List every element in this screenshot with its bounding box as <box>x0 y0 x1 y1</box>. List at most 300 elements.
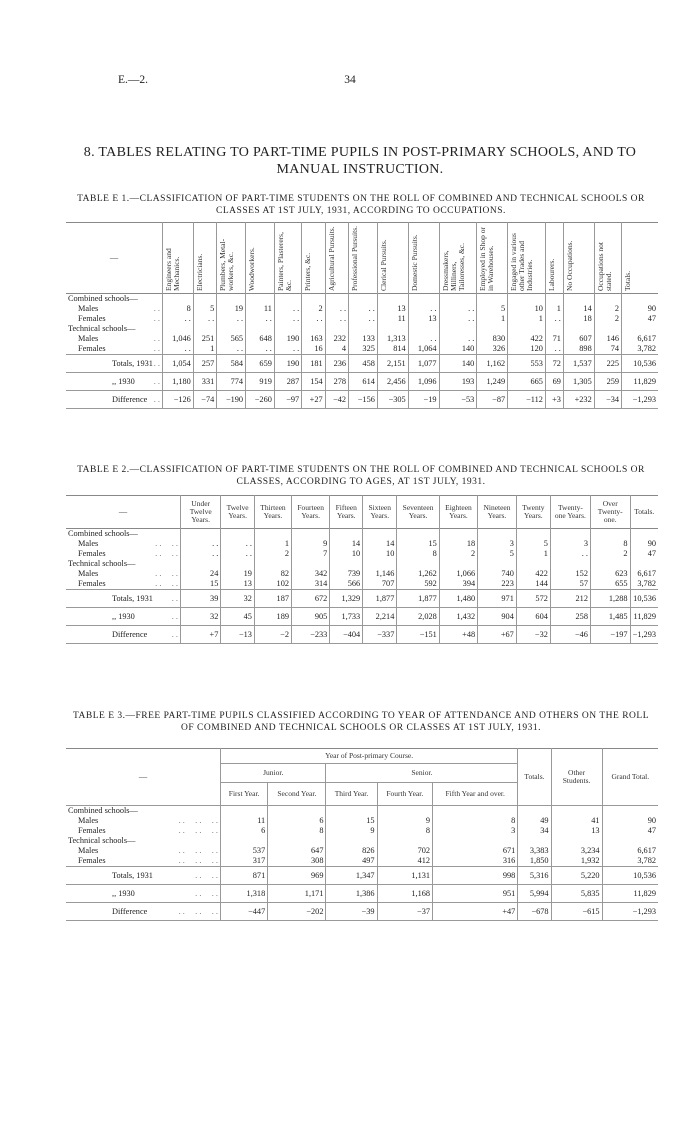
table-cell: . . <box>246 314 275 324</box>
row-label <box>66 391 163 409</box>
table-cell: 1,171 <box>268 885 326 903</box>
table-cell: 34 <box>518 826 551 836</box>
table-cell: 287 <box>274 373 301 391</box>
table-cell: . . <box>349 304 378 314</box>
row-label <box>66 608 181 626</box>
row-label <box>66 539 181 549</box>
table-cell: 1 <box>254 539 291 549</box>
table-cell <box>292 559 330 569</box>
t1-col-header-text: Woodworkers. <box>247 247 257 291</box>
table-cell: 3,782 <box>622 344 658 355</box>
table-cell: 19 <box>217 304 246 314</box>
table-cell: 278 <box>325 373 348 391</box>
row-label-text: Females <box>78 579 106 588</box>
table-cell: 497 <box>326 856 377 867</box>
t3-other-header: Other Students. <box>551 749 602 806</box>
table-cell: 1 <box>508 314 546 324</box>
table-cell: 225 <box>594 355 621 373</box>
table-row <box>66 569 658 579</box>
table-cell: −87 <box>477 391 508 409</box>
table-cell: 8 <box>268 826 326 836</box>
table-cell: 6 <box>221 826 268 836</box>
table-cell: 1,096 <box>408 373 439 391</box>
table-row <box>66 846 658 856</box>
table-cell: 422 <box>516 569 550 579</box>
row-label <box>66 334 163 344</box>
t3-col-header: First Year. <box>221 783 268 806</box>
row-label <box>66 816 221 826</box>
table-cell <box>516 559 550 569</box>
table-cell: 342 <box>292 569 330 579</box>
table-cell: 140 <box>439 344 477 355</box>
row-label <box>66 590 181 608</box>
table-cell: 5,835 <box>551 885 602 903</box>
table-cell: 13 <box>408 314 439 324</box>
table-cell: 3,782 <box>602 856 658 867</box>
row-label-text: Technical schools— <box>68 324 136 333</box>
table-cell: 8 <box>433 816 518 826</box>
t1-col-header-text: Painters, Plasterers, &c. <box>275 232 293 291</box>
table-cell: 1,932 <box>551 856 602 867</box>
table-cell <box>590 529 630 540</box>
table-cell: 1,131 <box>377 867 433 885</box>
table-cell: 5 <box>516 539 550 549</box>
row-label <box>66 903 221 921</box>
table-cell <box>508 294 546 305</box>
table-cell: −233 <box>292 626 330 644</box>
t3-senior-header: Senior. <box>326 764 518 783</box>
t1-col-header <box>302 223 325 294</box>
table-cell: 3 <box>433 826 518 836</box>
t1-col-header-text: Professional Pursuits. <box>350 225 360 291</box>
table-cell: 1,485 <box>590 608 630 626</box>
table-cell: 259 <box>594 373 621 391</box>
table-cell: 707 <box>363 579 397 590</box>
t1-col-header <box>217 223 246 294</box>
t3-col-header: Fourth Year. <box>377 783 433 806</box>
t1-col-header-text: Employed in Shop or in Warehouses. <box>478 227 496 291</box>
table-cell: 1,249 <box>477 373 508 391</box>
table-cell: 13 <box>377 304 408 314</box>
table-cell: 1 <box>516 549 550 559</box>
leader-dots: . . . . <box>155 569 178 578</box>
table-cell: 18 <box>439 539 477 549</box>
t1-col-header <box>594 223 621 294</box>
table-cell: 394 <box>439 579 477 590</box>
row-label <box>66 867 221 885</box>
table-cell: 18 <box>563 314 594 324</box>
table-cell <box>439 559 477 569</box>
table-cell: −190 <box>217 391 246 409</box>
leader-dots: . . . . . . <box>178 856 218 865</box>
table-cell <box>433 806 518 817</box>
table-cell <box>408 324 439 334</box>
table-cell: 11,829 <box>630 608 658 626</box>
table-row <box>66 836 658 846</box>
table-cell: −1,293 <box>630 626 658 644</box>
table-cell: 15 <box>326 816 377 826</box>
table-cell: 11 <box>221 816 268 826</box>
table-cell: 1,318 <box>221 885 268 903</box>
table-cell <box>181 529 221 540</box>
table-cell: 15 <box>181 579 221 590</box>
table-cell: 10 <box>330 549 363 559</box>
table-row <box>66 626 658 644</box>
t1-col-header <box>563 223 594 294</box>
t1-col-header <box>274 223 301 294</box>
table-cell <box>551 836 602 846</box>
t1-col-header <box>163 223 194 294</box>
t1-col-header-text: Engaged in various other Trades and Industries. <box>509 233 535 291</box>
table-row <box>66 816 658 826</box>
table-cell <box>302 294 325 305</box>
t1-col-header-text: Labourers. <box>546 258 556 291</box>
t1-col-header <box>408 223 439 294</box>
t1-col-header-text: Occupations not stated. <box>595 242 613 291</box>
table-cell <box>545 324 563 334</box>
table-cell: 49 <box>518 816 551 826</box>
t1-col-header-text: Electricians. <box>194 253 204 291</box>
table-cell: . . <box>193 314 216 324</box>
table-cell: −447 <box>221 903 268 921</box>
t1-col-header-text: Domestic Pursuits. <box>409 234 419 291</box>
t2-col-header: Over Twenty-one. <box>590 496 630 529</box>
table-cell <box>181 559 221 569</box>
row-label-text: ,, 1930 <box>112 888 135 898</box>
table-cell <box>330 529 363 540</box>
table-cell: 317 <box>221 856 268 867</box>
table-cell <box>217 324 246 334</box>
row-label <box>66 626 181 644</box>
row-label-text: Females <box>78 856 106 865</box>
page-header <box>0 74 700 94</box>
table-e3-caption: TABLE E 3.—FREE PART-TIME PUPILS CLASSIFIED ACCORDING TO YEAR OF ATTENDANCE AND OTHERS ON THE ROLL OF COMBINED AND TECHNICAL SCHOOLS OR CLASSES AT 1ST JULY, 1931. <box>72 711 649 733</box>
table-cell: 5 <box>193 304 216 314</box>
table-cell: 5,994 <box>518 885 551 903</box>
table-cell <box>563 324 594 334</box>
table-cell: 1,288 <box>590 590 630 608</box>
table-cell: 1,064 <box>408 344 439 355</box>
t3-col-header: Fifth Year and over. <box>433 783 518 806</box>
table-cell <box>349 294 378 305</box>
row-label-text: Combined schools— <box>68 529 138 538</box>
table-cell: 2 <box>254 549 291 559</box>
table-cell: 905 <box>292 608 330 626</box>
table-cell: . . <box>408 304 439 314</box>
table-cell: 154 <box>302 373 325 391</box>
t1-col-header <box>377 223 408 294</box>
table-row <box>66 806 658 817</box>
table-cell: 45 <box>221 608 255 626</box>
table-cell: 1,347 <box>326 867 377 885</box>
leader-dots: . . <box>153 394 160 404</box>
table-cell: 251 <box>193 334 216 344</box>
table-cell: 572 <box>516 590 550 608</box>
table-cell: 8 <box>163 304 194 314</box>
row-label-text: Females <box>78 314 106 323</box>
table-cell <box>477 324 508 334</box>
row-label <box>66 373 163 391</box>
table-cell: 2,456 <box>377 373 408 391</box>
table-cell: 659 <box>246 355 275 373</box>
row-label <box>66 806 221 817</box>
table-cell: −39 <box>326 903 377 921</box>
t1-col-header <box>325 223 348 294</box>
table-cell: 163 <box>302 334 325 344</box>
table-cell: 553 <box>508 355 546 373</box>
row-label-text: ,, 1930 <box>112 376 135 386</box>
t2-col-header: Under Twelve Years. <box>181 496 221 529</box>
table-row <box>66 559 658 569</box>
table-cell: 11,829 <box>602 885 658 903</box>
table-cell: 1,066 <box>439 569 477 579</box>
table-cell: −74 <box>193 391 216 409</box>
table-cell: 331 <box>193 373 216 391</box>
table-cell: −34 <box>594 391 621 409</box>
row-label <box>66 826 221 836</box>
table-cell: . . <box>163 344 194 355</box>
t2-col-header: Twenty Years. <box>516 496 550 529</box>
table-cell: 15 <box>397 539 439 549</box>
t3-junior-header: Junior. <box>221 764 326 783</box>
table-cell: 10 <box>508 304 546 314</box>
table-cell: 32 <box>221 590 255 608</box>
table-cell: 1,054 <box>163 355 194 373</box>
t1-col-header-text: No Occupations. <box>564 240 574 291</box>
table-cell: 647 <box>268 846 326 856</box>
table-cell: 152 <box>550 569 590 579</box>
table-cell: 24 <box>181 569 221 579</box>
table-cell: 13 <box>221 579 255 590</box>
table-cell: . . <box>439 334 477 344</box>
table-cell: +47 <box>433 903 518 921</box>
table-cell: 41 <box>551 816 602 826</box>
t2-col-header: Twenty-one Years. <box>550 496 590 529</box>
table-cell: 47 <box>630 549 658 559</box>
table-cell <box>408 294 439 305</box>
table-cell: −42 <box>325 391 348 409</box>
section-title: 8. TABLES RELATING TO PART-TIME PUPILS IN POST-PRIMARY SCHOOLS, AND TO MANUAL INSTRUCTION. <box>83 145 637 177</box>
table-cell: 133 <box>349 334 378 344</box>
row-label-text: Difference <box>112 394 148 404</box>
table-cell: 181 <box>302 355 325 373</box>
table-cell: . . <box>181 549 221 559</box>
table-cell: −112 <box>508 391 546 409</box>
table-e2-caption: TABLE E 2.—CLASSIFICATION OF PART-TIME STUDENTS ON THE ROLL OF COMBINED AND TECHNICAL SCHOOLS OR CLASSES, ACCORDING TO AGES, AT 1ST JULY, 1931. <box>77 465 645 487</box>
table-cell <box>397 559 439 569</box>
leader-dots: . . . . . . <box>178 816 218 825</box>
table-cell: 998 <box>433 867 518 885</box>
table-cell: 871 <box>221 867 268 885</box>
table-cell: 4 <box>325 344 348 355</box>
table-cell: . . <box>550 549 590 559</box>
table-cell: 584 <box>217 355 246 373</box>
table-cell: 830 <box>477 334 508 344</box>
t2-corner: — <box>118 507 128 516</box>
row-label <box>66 304 163 314</box>
table-cell: 672 <box>292 590 330 608</box>
table-cell: +48 <box>439 626 477 644</box>
t2-col-header: Eighteen Years. <box>439 496 477 529</box>
row-label-text: Combined schools— <box>68 294 138 303</box>
row-label-text: Difference <box>112 629 148 639</box>
t1-col-header-text: Printers, &c. <box>303 252 313 291</box>
table-cell <box>349 324 378 334</box>
table-cell: 82 <box>254 569 291 579</box>
table-cell: 1,313 <box>377 334 408 344</box>
table-row <box>66 579 658 590</box>
t3-col-header: Third Year. <box>326 783 377 806</box>
table-cell: . . <box>163 314 194 324</box>
table-cell: −13 <box>221 626 255 644</box>
leader-dots: . . <box>171 629 178 639</box>
t3-grand-header: Grand Total. <box>602 749 658 806</box>
table-cell <box>302 324 325 334</box>
table-cell: 740 <box>478 569 517 579</box>
table-row <box>66 324 658 334</box>
table-cell: 120 <box>508 344 546 355</box>
table-cell <box>325 294 348 305</box>
table-cell: −678 <box>518 903 551 921</box>
table-cell: 11,829 <box>622 373 658 391</box>
t1-col-header <box>439 223 477 294</box>
table-cell <box>326 806 377 817</box>
table-cell: 10,536 <box>622 355 658 373</box>
table-cell: 604 <box>516 608 550 626</box>
table-cell: −337 <box>363 626 397 644</box>
table-cell: . . <box>221 549 255 559</box>
t1-col-header <box>477 223 508 294</box>
row-label-text: Females <box>78 344 106 353</box>
table-cell: 1,432 <box>439 608 477 626</box>
table-cell: 13 <box>551 826 602 836</box>
table-row <box>66 549 658 559</box>
table-cell: 74 <box>594 344 621 355</box>
table-cell: −156 <box>349 391 378 409</box>
table-cell <box>594 324 621 334</box>
table-row <box>66 344 658 355</box>
table-cell: 1,305 <box>563 373 594 391</box>
table-cell <box>439 294 477 305</box>
table-cell: 2 <box>594 314 621 324</box>
table-row <box>66 867 658 885</box>
table-cell: −404 <box>330 626 363 644</box>
table-cell <box>397 529 439 540</box>
table-cell: 257 <box>193 355 216 373</box>
table-cell: . . <box>325 304 348 314</box>
table-cell: 1 <box>545 304 563 314</box>
table-cell: 189 <box>254 608 291 626</box>
table-cell: 10,536 <box>602 867 658 885</box>
table-cell: −197 <box>590 626 630 644</box>
table-cell: −1,293 <box>622 391 658 409</box>
table-cell: . . <box>274 304 301 314</box>
t3-corner: — <box>138 772 148 781</box>
page-number: 34 <box>344 74 356 86</box>
table-e1-caption: TABLE E 1.—CLASSIFICATION OF PART-TIME STUDENTS ON THE ROLL OF COMBINED AND TECHNICAL SCHOOLS OR CLASSES AT 1ST JULY, 1931, ACCORDING TO OCCUPATIONS. <box>77 194 645 216</box>
row-label-text: Totals, 1931 <box>112 358 153 368</box>
header-ref: E.—2. <box>118 74 149 86</box>
table-cell: −260 <box>246 391 275 409</box>
row-label <box>66 885 221 903</box>
table-cell <box>602 836 658 846</box>
table-cell: 2 <box>594 304 621 314</box>
row-label-text: Totals, 1931 <box>112 593 153 603</box>
table-cell: −2 <box>254 626 291 644</box>
table-cell: . . <box>217 314 246 324</box>
table-cell <box>163 324 194 334</box>
t2-col-header: Seventeen Years. <box>397 496 439 529</box>
table-cell: 458 <box>349 355 378 373</box>
table-cell: 258 <box>550 608 590 626</box>
t1-col-header-text: Agricultural Pursuits. <box>326 226 336 291</box>
table-cell: 11 <box>377 314 408 324</box>
table-cell: 144 <box>516 579 550 590</box>
table-cell <box>326 836 377 846</box>
table-cell: . . <box>181 539 221 549</box>
leader-dots: . . <box>153 376 160 386</box>
row-label <box>66 836 221 846</box>
table-cell: 5 <box>477 304 508 314</box>
table-cell: 537 <box>221 846 268 856</box>
row-label-text: ,, 1930 <box>112 611 135 621</box>
row-label <box>66 549 181 559</box>
row-label <box>66 846 221 856</box>
table-cell <box>518 806 551 817</box>
table-cell: . . <box>274 314 301 324</box>
table-cell: 32 <box>181 608 221 626</box>
table-cell: 5,220 <box>551 867 602 885</box>
row-label <box>66 579 181 590</box>
row-label-text: Males <box>78 539 99 548</box>
table-cell <box>622 324 658 334</box>
row-label-text: Technical schools— <box>68 836 136 845</box>
t1-col-header <box>622 223 658 294</box>
row-label <box>66 294 163 305</box>
row-label-text: Males <box>78 569 99 578</box>
table-cell: 1,537 <box>563 355 594 373</box>
table-cell: 1,162 <box>477 355 508 373</box>
t2-col-header: Fifteen Years. <box>330 496 363 529</box>
table-cell: 3 <box>550 539 590 549</box>
table-cell: 190 <box>274 355 301 373</box>
table-cell <box>193 294 216 305</box>
table-cell: 10 <box>363 549 397 559</box>
table-cell <box>630 559 658 569</box>
table-cell: 236 <box>325 355 348 373</box>
table-cell: . . <box>274 344 301 355</box>
table-cell: 39 <box>181 590 221 608</box>
table-cell: 1,262 <box>397 569 439 579</box>
table-cell: 187 <box>254 590 291 608</box>
table-cell <box>478 559 517 569</box>
table-cell: 16 <box>302 344 325 355</box>
table-cell <box>551 806 602 817</box>
table-cell: 1,329 <box>330 590 363 608</box>
table-row <box>66 539 658 549</box>
row-label-text: Technical schools— <box>68 559 136 568</box>
table-cell: 9 <box>326 826 377 836</box>
table-cell: 592 <box>397 579 439 590</box>
table-cell: 212 <box>550 590 590 608</box>
row-label-text: Females <box>78 549 106 558</box>
table-cell: 951 <box>433 885 518 903</box>
table-cell: 9 <box>377 816 433 826</box>
table-cell <box>274 324 301 334</box>
leader-dots: . . . . . . <box>178 846 218 855</box>
table-cell: 1,877 <box>397 590 439 608</box>
table-cell: 774 <box>217 373 246 391</box>
